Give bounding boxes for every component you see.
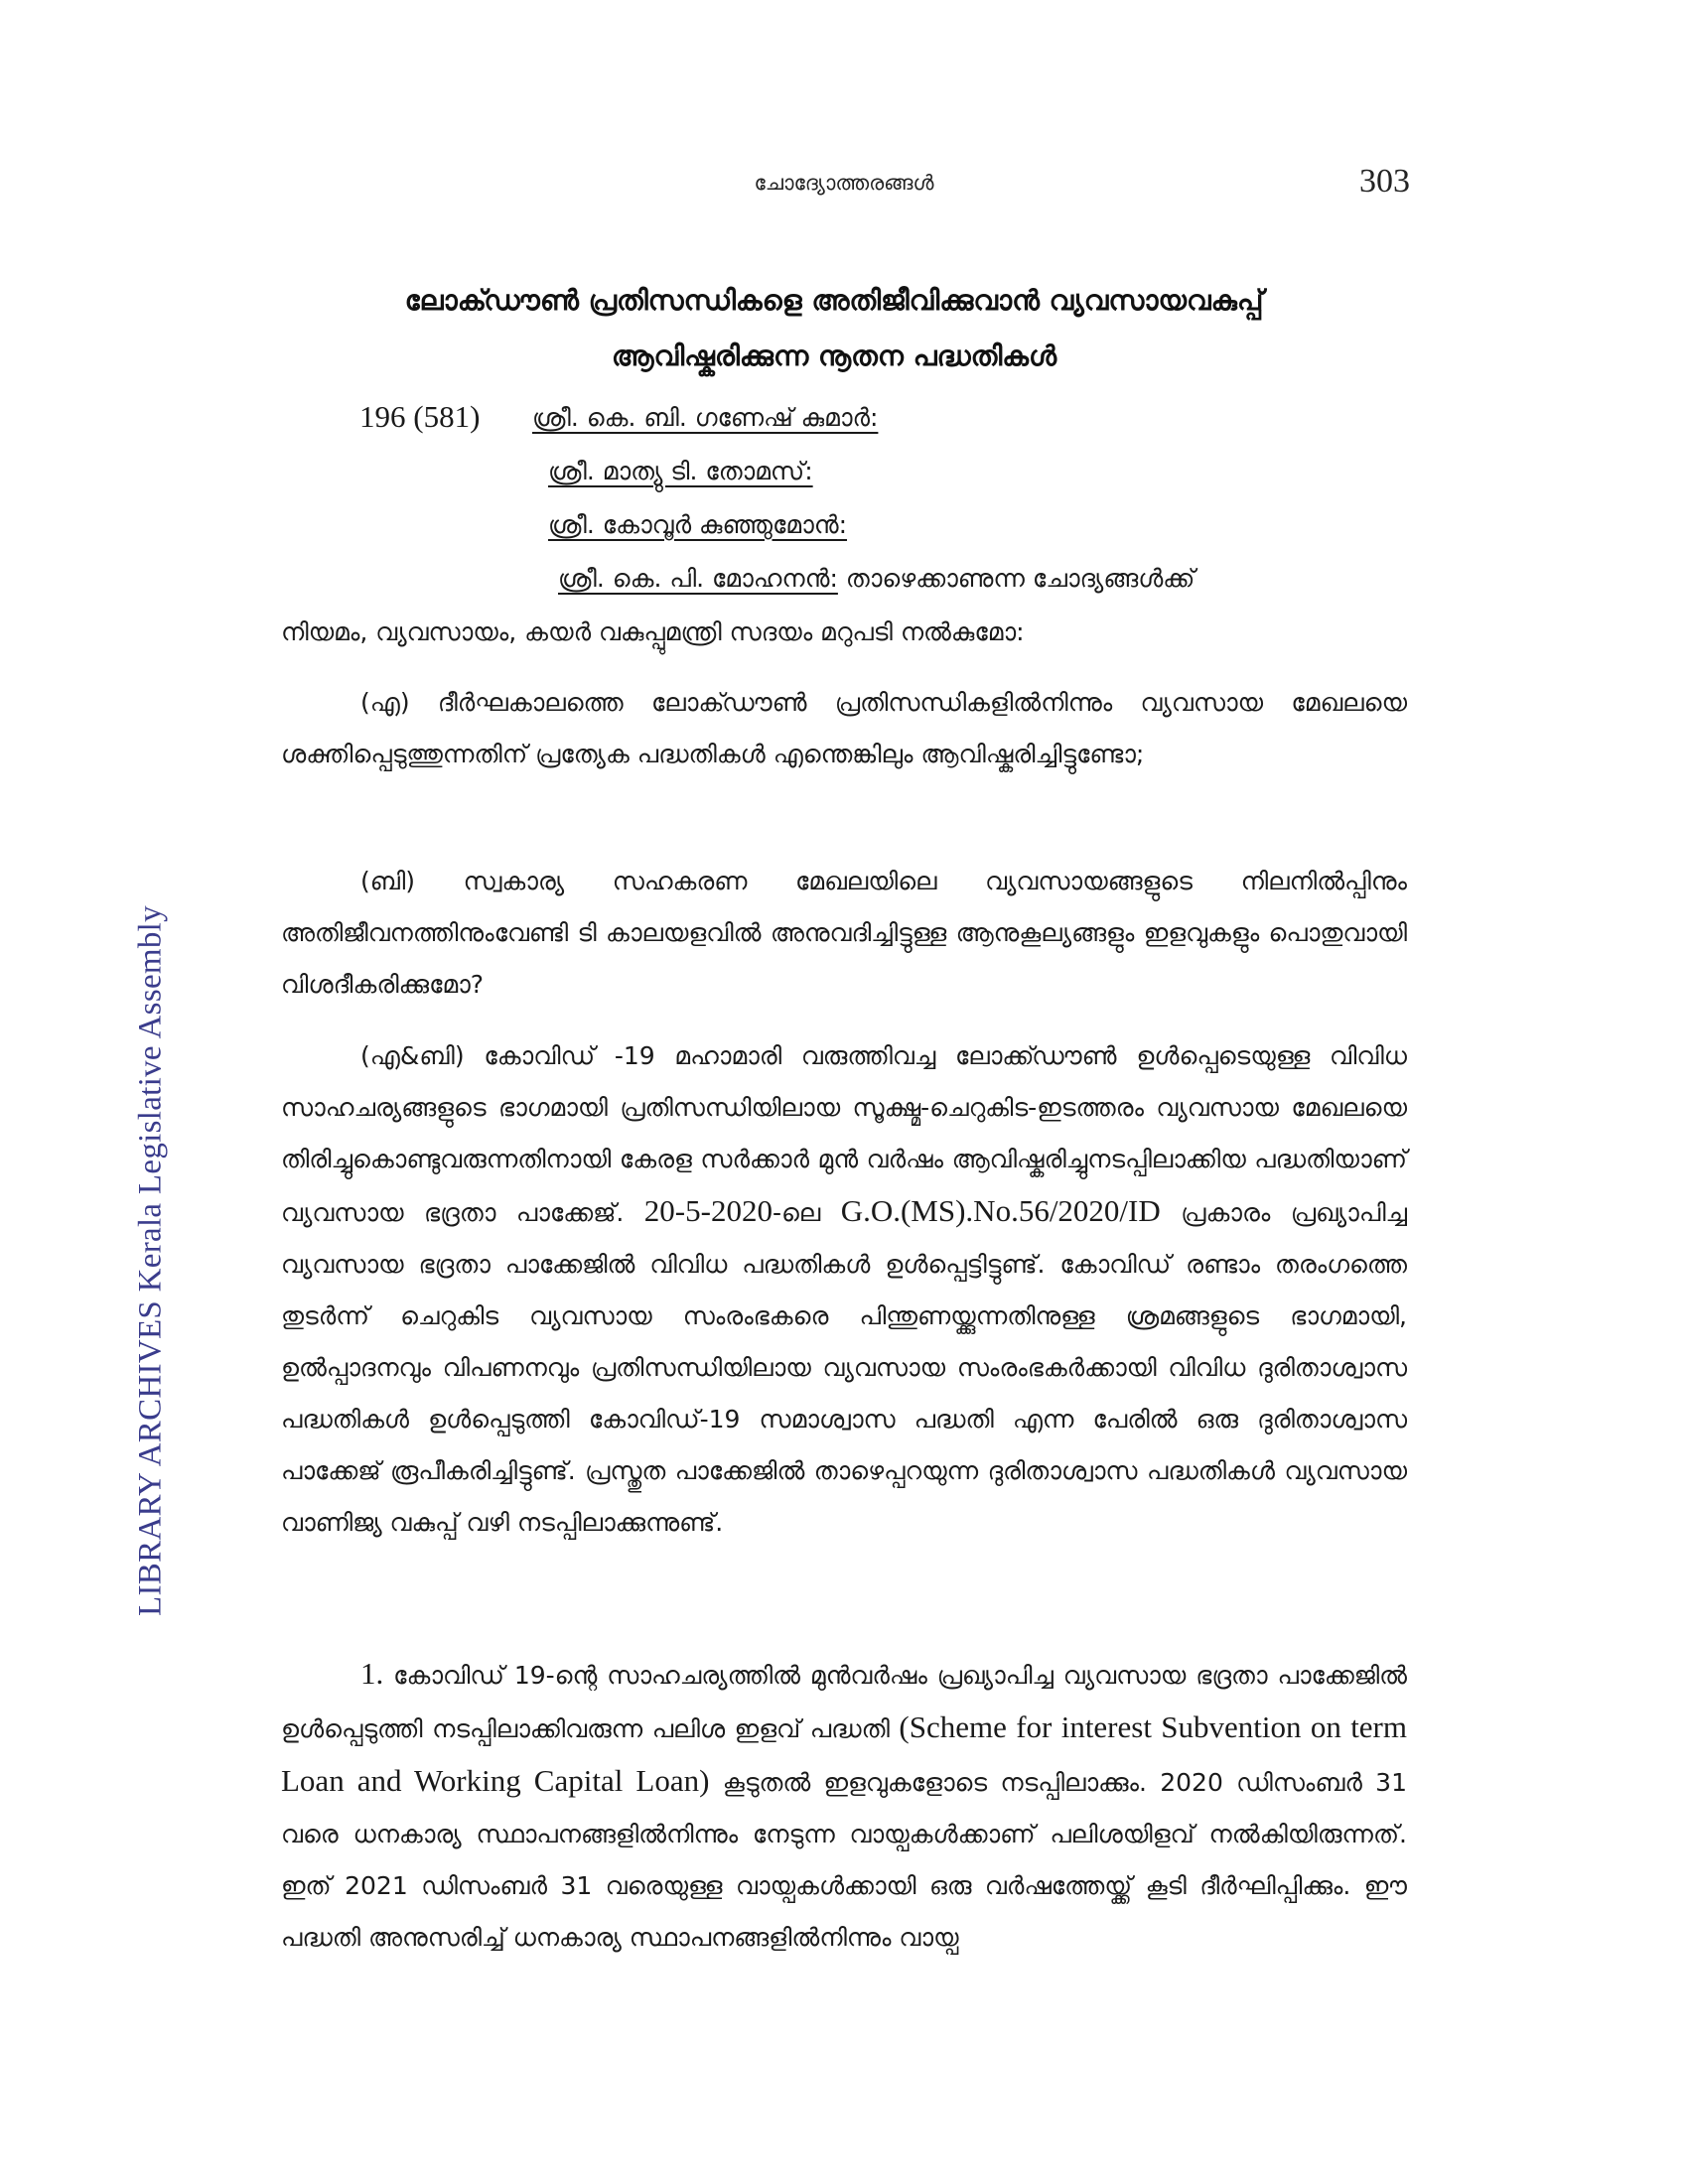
point-number: 1.: [360, 1656, 384, 1691]
member-name: ശ്രീ. കെ. പി. മോഹനൻ:: [558, 564, 838, 593]
scheme-english-name: (Scheme for interest Subvention on term Loan and Working Capital Loan): [281, 1709, 1407, 1798]
date-value: 20-5-2020: [643, 1193, 773, 1228]
title-line-1: ലോക്ഡൗൺ പ്രതിസന്ധികളെ അതിജീവിക്കുവാൻ വ്യവസായവകുപ്പ്: [404, 284, 1264, 317]
paragraph-a: (എ) ദീർഘകാലത്തെ ലോക്ഡൗൺ പ്രതിസന്ധികളിൽനിന്നും വ്യവസായ മേഖലയെ ശക്തിപ്പെടുത്തുന്നതിന് പ്രത്യേക പദ്ധതികൾ എന്തെങ്കിലും ആവിഷ്കരിച്ചിട്ടുണ്ടോ;: [281, 688, 1407, 768]
paragraph-point-1: 1. കോവിഡ് 19-ന്റെ സാഹചര്യത്തിൽ മുൻവർഷം പ്രഖ്യാപിച്ച വ്യവസായ ഭദ്രതാ പാക്കേജിൽ ഉൾപ്പെടുത്തി നടപ്പിലാക്കിവരുന്ന പലിശ ഇളവ് പദ്ധതി (Scheme for interest Subvention on term Loan and Working Capital Loan) കൂടുതൽ ഇളവുകളോടെ നടപ്പിലാക്കും. 2020 ഡിസംബർ 31 വരെ ധനകാര്യ സ്ഥാപനങ്ങളിൽനിന്നും നേടുന്ന വായ്പകൾക്കാണ് പലിശയിളവ് നൽകിയിരുന്നത്. ഇത് 2021 ഡിസംബർ 31 വരെയുള്ള വായ്പകൾക്കായി ഒരു വർഷത്തേയ്ക്ക് കൂടി ദീർഘിപ്പിക്കും. ഈ പദ്ധതി അനുസരിച്ച് ധനകാര്യ സ്ഥാപനങ്ങളിൽനിന്നും വായ്പ: [281, 1656, 1407, 1952]
title-line-2: ആവിഷ്കരിക്കുന്ന നൂതന പദ്ധതികൾ: [611, 340, 1057, 372]
question-part-a: [281, 677, 1407, 780]
question-number: 196 (581): [359, 399, 481, 434]
paragraph-b: (ബി) സ്വകാര്യ സഹകരണ മേഖലയിലെ വ്യവസായങ്ങളുടെ നിലനിൽപ്പിനും അതിജീവനത്തിനുംവേണ്ടി ടി കാലയളവിൽ അനുവദിച്ചിട്ടുള്ള ആനുകൂല്യങ്ങളും ഇളവുകളും പൊതുവായി വിശദീകരിക്കുമോ?: [281, 867, 1407, 999]
page-number: 303: [1359, 163, 1410, 200]
member-name: ശ്രീ. മാത്യു ടി. തോമസ്:: [548, 457, 813, 485]
addressed-minister: നിയമം, വ്യവസായം, കയർ വകുപ്പുമന്ത്രി സദയം മറുപടി നൽകുമോ:: [281, 617, 1025, 646]
member-name: ശ്രീ. കെ. ബി. ഗണേഷ് കുമാർ:: [532, 403, 879, 432]
question-title: [258, 273, 1410, 384]
answer-point-1: [281, 1648, 1407, 1964]
government-order: G.O.(MS).No.56/2020/ID: [840, 1193, 1161, 1228]
member-name: ശ്രീ. കോവൂർ കുഞ്ഞുമോൻ:: [548, 510, 848, 539]
paragraph-answer-ab: (എ&ബി) കോവിഡ് -19 മഹാമാരി വരുത്തിവച്ച ലോക്ക്ഡൗൺ ഉൾപ്പെടെയുള്ള വിവിധ സാഹചര്യങ്ങളുടെ ഭാഗമായി പ്രതിസന്ധിയിലായ സൂക്ഷ്മ-ചെറുകിട-ഇടത്തരം വ്യവസായ മേഖലയെ തിരിച്ചുകൊണ്ടുവരുന്നതിനായി കേരള സർക്കാർ മുൻ വർഷം ആവിഷ്കരിച്ചുനടപ്പിലാക്കിയ പദ്ധതിയാണ് വ്യവസായ ഭദ്രതാ പാക്കേജ്. 20-5-2020-ലെ G.O.(MS).No.56/2020/ID പ്രകാരം പ്രഖ്യാപിച്ച വ്യവസായ ഭദ്രതാ പാക്കേജിൽ വിവിധ പദ്ധതികൾ ഉൾപ്പെട്ടിട്ടുണ്ട്. കോവിഡ് രണ്ടാം തരംഗത്തെ തുടർന്ന് ചെറുകിട വ്യവസായ സംരംഭകരെ പിന്തുണയ്ക്കുന്നതിനുള്ള ശ്രമങ്ങളുടെ ഭാഗമായി, ഉൽപ്പാദനവും വിപണനവും പ്രതിസന്ധിയിലായ വ്യവസായ സംരംഭകർക്കായി വിവിധ ദുരിതാശ്വാസ പദ്ധതികൾ ഉൾപ്പെടുത്തി കോവിഡ്-19 സമാശ്വാസ പദ്ധതി എന്ന പേരിൽ ഒരു ദുരിതാശ്വാസ പാക്കേജ് രൂപീകരിച്ചിട്ടുണ്ട്. പ്രസ്തുത പാക്കേജിൽ താഴെപ്പറയുന്ന ദുരിതാശ്വാസ പദ്ധതികൾ വ്യവസായ വാണിജ്യ വകുപ്പ് വഴി നടപ്പിലാക്കുന്നുണ്ട്.: [281, 1041, 1407, 1537]
answer-ab: [281, 1030, 1407, 1549]
running-head: ചോദ്യോത്തരങ്ങൾ: [754, 171, 934, 195]
question-part-b: [281, 856, 1407, 1011]
question-lead-in: താഴെക്കാണുന്ന ചോദ്യങ്ങൾക്ക്: [837, 564, 1196, 593]
archive-watermark: LIBRARY ARCHIVES Kerala Legislative Assembly: [132, 905, 169, 1616]
